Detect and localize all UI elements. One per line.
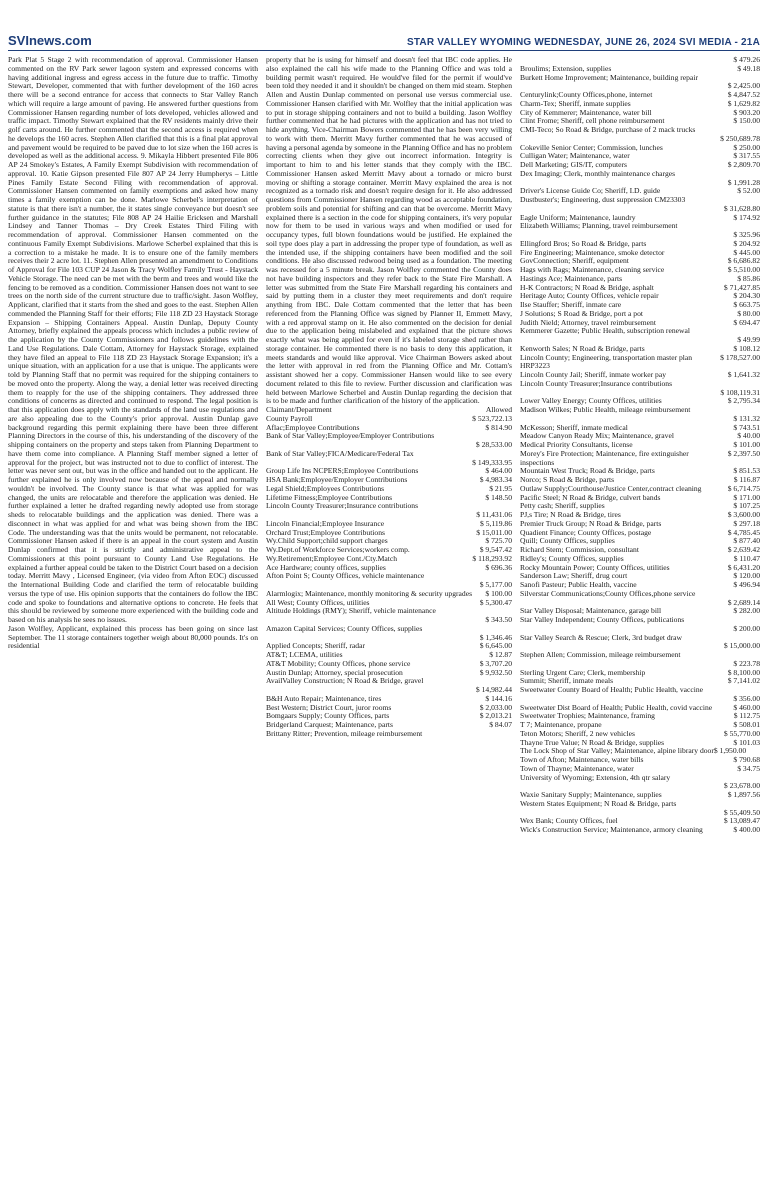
claim-amount: $ 356.00	[733, 693, 760, 703]
claim-amount: $ 6,431.20	[727, 562, 760, 572]
claim-row	[520, 450, 760, 468]
claim-amount: $ 100.00	[485, 588, 512, 598]
claim-amount: $ 200.00	[733, 623, 760, 633]
claim-description: Rocky Mountain Power; County Offices, utilities	[520, 562, 670, 572]
claim-description: Cokeville Senior Center; Commission, lunches	[520, 142, 663, 152]
claim-amount: $ 108.12	[733, 343, 760, 353]
claim-amount: $ 49.18	[737, 63, 760, 73]
claim-description: AT&T Mobility; County Offices, phone service	[266, 658, 411, 668]
claim-amount: $ 14,982.44	[475, 685, 512, 694]
claim-amount: $ 1,346.46	[479, 632, 512, 642]
claim-amount: $ 5,119.86	[480, 518, 512, 528]
claim-row	[266, 625, 512, 634]
claim-amount: $ 282.00	[733, 606, 760, 616]
claim-amount: $ 9,547.42	[479, 545, 512, 554]
claim-description: City of Kemmerer; Maintenance, water bill	[520, 107, 652, 117]
claim-amount: $ 4,983.34	[479, 475, 512, 484]
claim-amount: $ 5,300.47	[479, 597, 512, 607]
claim-amount: $ 250.00	[733, 142, 760, 152]
claim-description: Ace Hardware; county offices, supplies	[266, 562, 386, 572]
claim-amount: $ 2,397.50	[727, 448, 760, 458]
claim-description: Thayne True Value; N Road & Bridge, supplies	[520, 737, 665, 747]
claim-amount: $ 2,689.14	[727, 597, 760, 607]
claim-description: Sanderson Law; Sheriff, drug court	[520, 571, 628, 581]
claim-description: Medical Priority Consultants, license	[520, 440, 633, 449]
claim-description: Quadient Finance; County Offices, postage	[520, 527, 652, 537]
claim-description: Amazon Capital Services; County Offices, supplies	[266, 623, 423, 633]
claim-amount: $ 174.92	[733, 212, 760, 222]
claim-description: Hags with Rags; Maintenance, cleaning service	[520, 265, 665, 274]
claim-row	[520, 222, 760, 231]
claim-amount: $ 523,722.13	[472, 413, 512, 423]
claim-description: Eagle Uniform; Maintenance, laundry	[520, 212, 636, 222]
claim-amount: $ 204.92	[733, 238, 760, 248]
claim-description: Heritage Auto; County Offices, vehicle repair	[520, 291, 659, 301]
claim-description: Teton Motors; Sheriff, 2 new vehicles	[520, 728, 635, 738]
claim-description: Dell Marketing; GIS/IT, computers	[520, 160, 627, 169]
claim-amount: $ 116.87	[733, 475, 760, 484]
claim-amount: $ 4,847.52	[727, 90, 760, 99]
claim-amount: $ 694.47	[733, 317, 760, 327]
claim-description: Broulims; Extension, supplies	[520, 63, 612, 73]
claim-amount: $ 6,714.75	[727, 483, 760, 493]
claim-description: Altitude Holdings (RMY); Sheriff, vehicle maintenance	[266, 606, 436, 616]
claim-amount: $ 34.75	[737, 763, 760, 773]
claims-header-claimant: Claimant/Department	[266, 405, 332, 414]
claim-amount: $ 120.00	[733, 571, 760, 581]
claim-description: Group Life Ins NCPERS;Employee Contributions	[266, 466, 419, 476]
claim-description: Alarmlogix; Maintenance, monthly monitoring & security upgrades	[266, 588, 473, 598]
claim-row	[520, 170, 760, 179]
claim-description: Applied Concepts; Sheriff, radar	[266, 641, 365, 651]
claim-description: Aflac;Employee Contributions	[266, 422, 360, 432]
claim-row	[520, 74, 760, 83]
claim-description: Charm-Tex; Sheriff, inmate supplies	[520, 98, 631, 108]
article-paragraph: Jason Wolfley, Applicant, explained this process has been going on since last September. The 11 storage containers together weigh about 80,000 pounds. It's on residential	[8, 623, 258, 651]
claim-description: J Solutions; S Road & Bridge, port a pot	[520, 308, 643, 318]
claim-amount: $ 9,932.50	[479, 667, 512, 677]
claim-amount: $ 101.00	[733, 440, 760, 449]
claim-description: Meadow Canyon Ready Mix; Maintenance, gravel	[520, 431, 674, 441]
claim-amount: $ 144.16	[485, 693, 512, 703]
claim-description: AvailValley Construction; N Road & Bridge, gravel	[266, 676, 424, 686]
claim-amount: $ 110.47	[733, 553, 760, 563]
claims-list	[266, 415, 512, 739]
claim-description: Sanofi Pasteur; Public Health, vaccine	[520, 580, 637, 589]
claim-row	[266, 502, 512, 511]
claim-amount: $ 108,119.31	[720, 387, 760, 397]
claim-description: T 7; Maintenance, propane	[520, 720, 602, 729]
claim-description: B&H Auto Repair; Maintenance, tires	[266, 693, 382, 703]
claim-description: Mountain West Truck; Road & Bridge, parts	[520, 466, 655, 476]
claim-amount: $ 150.00	[733, 116, 760, 126]
claim-amount: $ 343.50	[485, 615, 512, 624]
claim-amount: $ 21.95	[489, 483, 512, 493]
claim-row	[520, 616, 760, 625]
claim-description: Star Valley Independent; County Offices, publications	[520, 615, 685, 624]
page-header	[8, 30, 760, 48]
claim-description: Lincoln County Treasurer;Insurance contributions	[266, 501, 419, 511]
claim-description: All West; County Offices, utilities	[266, 597, 370, 607]
claim-description: AT&T; LCEMA, utilities	[266, 650, 343, 659]
claim-amount: $ 40.00	[737, 431, 760, 441]
claim-description: Hastings Ace; Maintenance, parts	[520, 273, 623, 283]
claim-description: Kemmerer Gazette; Public Health, subscription renewal	[520, 326, 690, 336]
claim-description: PJ,s Tire; N Road & Bridge, tires	[520, 510, 621, 519]
claim-row	[266, 607, 512, 616]
claim-row	[520, 327, 760, 336]
claim-description: Sterling Urgent Care; Clerk, membership	[520, 667, 646, 677]
claim-amount: $ 460.00	[733, 702, 760, 712]
claim-amount: $ 851.53	[733, 466, 760, 476]
column-2	[266, 56, 512, 1184]
claim-amount: $ 743.51	[733, 422, 760, 432]
claim-description: Orchard Trust;Employee Contributions	[266, 527, 385, 537]
claim-amount: $ 149,333.95	[472, 457, 512, 467]
claim-description: Quill; County Offices, supplies	[520, 536, 615, 546]
claim-amount: $ 148.50	[485, 492, 512, 502]
claim-description: Lincoln Financial;Employee Insurance	[266, 518, 385, 528]
claim-description: Waxie Sanitary Supply; Maintenance, supplies	[520, 790, 662, 799]
claim-amount: $ 2,425.00	[727, 81, 760, 91]
claim-description: Afton Point S; County Offices, vehicle maintenance	[266, 571, 425, 581]
claim-description: Wy.Dept.of Workforce Services;workers comp.	[266, 545, 410, 554]
header-rule	[8, 50, 760, 51]
claim-amount: $ 2,809.70	[727, 160, 760, 169]
claim-amount: $ 2,033.00	[479, 702, 512, 712]
claim-description: Ellingford Bros; So Road & Bridge, parts	[520, 238, 647, 248]
claim-amount: $ 8,100.00	[727, 667, 760, 677]
claim-description: Silverstar Communications;County Offices,phone service	[520, 588, 696, 598]
claim-description: Town of Thayne; Maintenance, water	[520, 763, 634, 773]
claim-amount: $ 1,641.32	[727, 370, 760, 379]
claim-amount: $ 15,011.00	[476, 527, 512, 537]
claim-description: Ilse Stauffer; Sheriff, inmate care	[520, 300, 622, 309]
claim-amount: $ 400.00	[733, 825, 760, 834]
claim-row	[266, 730, 512, 739]
claim-amount: $ 250,689.78	[720, 133, 760, 143]
claim-description: Wick's Construction Service; Maintenance, armory cleaning	[520, 825, 703, 834]
claim-description: Dustbuster's; Engineering, dust suppression CM23303	[520, 195, 686, 204]
claim-description: Morey's Fire Protection; Maintenance, fire extinguisher inspections	[520, 448, 689, 467]
running-head: STAR VALLEY WYOMING WEDNESDAY, JUNE 26, 2024 SVI MEDIA - 21A	[406, 37, 760, 48]
claim-amount: $ 479.26	[733, 56, 760, 64]
claim-amount: $ 31,628.80	[723, 203, 760, 213]
claim-amount: $ 55,770.00	[723, 728, 760, 738]
claim-amount: $ 317.55	[733, 151, 760, 161]
claim-description: Premier Truck Group; N Road & Bridge, parts	[520, 518, 662, 528]
claim-amount: $ 131.32	[733, 413, 760, 423]
claim-amount: $ 11,431.06	[476, 510, 512, 519]
claim-description: Judith Nield; Attorney, travel reimbursement	[520, 317, 656, 327]
claim-amount: $ 5,510.00	[727, 265, 760, 274]
claim-amount: $ 7,141.02	[727, 676, 760, 686]
claim-amount: $ 23,678.00	[723, 781, 760, 791]
claim-amount: $ 101.03	[733, 737, 760, 747]
claim-amount: $ 178,527.00	[720, 352, 760, 362]
claim-description: Pacific Steel; N Road & Bridge, culvert bands	[520, 492, 661, 502]
claim-row	[520, 590, 760, 599]
claim-description: Burkett Home Improvement; Maintenance, building repair	[520, 72, 698, 82]
claim-description: Star Valley Disposal; Maintenance, garage bill	[520, 606, 662, 616]
claim-description: Madison Wilkes; Public Health, mileage reimbursement	[520, 405, 691, 414]
claim-amount: $ 84.07	[489, 720, 512, 729]
claim-description: Driver's License Guide Co; Sheriff, I.D. guide	[520, 186, 661, 196]
claim-description: Ridley's; County Offices, supplies	[520, 553, 624, 563]
claim-description: Western States Equipment; N Road & Bridge, parts	[520, 798, 677, 808]
claim-amount: $ 118,293.92	[472, 553, 512, 563]
claim-description: The Lock Shop of Star Valley; Maintenance, alpine library door$ 1,950.00	[520, 746, 747, 756]
claim-row	[520, 651, 760, 660]
claim-amount: $ 12.87	[489, 650, 512, 659]
claim-description: Fire Engineering; Maintenance, smoke detector	[520, 247, 665, 257]
claim-amount: $ 13,089.47	[723, 816, 760, 826]
claim-description: Outlaw Supply;Courthouse/Justice Center,contract cleaning	[520, 483, 702, 493]
claim-amount: $ 1,897.56	[727, 790, 760, 799]
claim-amount: $ 204.30	[733, 291, 760, 301]
claim-row	[520, 354, 760, 372]
claim-description: McKesson; Sheriff, inmate medical	[520, 422, 628, 432]
claim-amount: $ 6,686.82	[727, 256, 760, 266]
claim-amount: $ 297.18	[733, 518, 760, 528]
claim-description: Austin Dunlap; Attorney, special prosecution	[266, 667, 403, 677]
claim-amount: $ 663.75	[733, 300, 760, 309]
column-3	[520, 56, 760, 1184]
claim-description: Petty cash; Sheriff, supplies	[520, 501, 605, 511]
claim-description: Sweetwater County Board of Health; Public Health, vaccine	[520, 685, 704, 694]
claim-amount: $ 55,409.50	[723, 807, 760, 817]
claim-amount: $ 52.00	[737, 186, 760, 196]
claim-amount: $ 496.94	[733, 580, 760, 589]
claim-amount: $ 814.90	[485, 422, 512, 432]
claim-description: Dex Imaging; Clerk, monthly maintenance charges	[520, 168, 676, 178]
claim-amount: $ 1,629.82	[727, 98, 760, 108]
article-paragraph: property that he is using for himself and doesn't feel that IBC code applies. He also explained the call his wife made to the Planning Office and was told a building permit wasn't required. He would've filed for the permit if would've been told they needed it and it shouldn't be changed on them mid steam. Stephen Allen and Austin Dunlap commented on personal use versus commercial use. Commissioner Hansen clarified with Mr. Wolfley that the initial application was to put in storage shipping containers and not to build a building. Jason Wolfley further commented that he had pictures with the application and has not tried to hide anything. Vice-Chairman Bowers commented that he has been very willing to work with them. Merritt Mavy further commented that he was accused of having a personal agenda by someone in the Planning Office and has no problem correcting clients when they give out incorrect information. Integrity is important to him to and his letter stands that they comply with the IBC. Commissioner Hansen asked Merritt Mavy about a tornado or micro burst moving or shifting a storage container. Merritt Mavy explained the area is not recognized as a tornado risk and doesn't require design for it. He also addressed questions from Commissioner Hansen regarding wood as acceptable foundation, problem soils and potential for shifting and can that be overcome. Merritt Mavy explained there is a section in the code for shipping containers, it's very popular now for them to be used in various ways and when modified or used for occupancy types, full blown foundations would be justified. He explained the soil type does play a part in addressing the proper type of foundation, as well as the intended use, if the shipping containers have been modified and the soil conditions. He also discussed redwood being used as a foundation. The meeting was recessed for a 5 minute break. Jason Wolfley commented the County does not have building inspectors and they refer back to the State Fire Marshall. A letter was submitted from the State Fire Marshall regarding his containers and said by putting them in a cluster they meet requirements and don't require anything from IBC. Dale Cottam commented that the letter that has been referenced from the Planning Office was signed by Planner II, Emmett Mavy, with a red approval stamp on it. He also commented on the decision for denial due to the application being mislabeled and explained that the picture shows exactly what was being applied for even if it's labeled storage shed rather than storage container. He commented there is no basis to deny this application, it meets standards and would like approval. Vice Chairman Bowers asked about the letter with approval in red from the Planning Office and Mr. Cottam's assistant showed her a copy. Commissioner Hansen would like to see every document related to this file to review. Further discussion and clarification was held between Marlowe Scherbel and Austin Dunlap regarding the decision that is to be made and further clarification of the history of the application.	[266, 56, 512, 406]
claim-description: Stephen Allen; Commission, mileage reimbursement	[520, 650, 681, 659]
claim-description: Bank of Star Valley;Employee/Employer Contributions	[266, 431, 435, 441]
claim-amount: $ 223.78	[733, 658, 760, 668]
claim-amount: $ 1,991.28	[727, 177, 760, 187]
claim-amount: $ 790.68	[733, 755, 760, 764]
claim-amount: $ 71,427.85	[723, 282, 760, 292]
claim-row	[520, 406, 760, 415]
column-1	[8, 56, 258, 1184]
claim-description: Kenworth Sales; N Road & Bridge, parts	[520, 343, 645, 353]
claim-description: County Payroll	[266, 413, 313, 423]
claim-description: Brittany Ritter; Prevention, mileage reimbursement	[266, 728, 423, 738]
claim-description: HSA Bank;Employee/Employer Contributions	[266, 475, 408, 484]
claim-amount: $ 85.86	[737, 273, 760, 283]
claim-amount: $ 15,000.00	[723, 641, 760, 651]
claim-description: Bank of Star Valley;FICA/Medicare/Federal Tax	[266, 448, 414, 458]
claim-description: GovConnection; Sheriff, equipment	[520, 256, 629, 266]
claim-description: Legal Shield;Employees Contributions	[266, 483, 385, 493]
claim-description: Sweetwater Trophies; Maintenance, framing	[520, 711, 655, 721]
claim-amount: $ 2,013.21	[479, 711, 512, 721]
claim-description: Lincoln County Treasurer;Insurance contributions	[520, 378, 673, 388]
claim-description: Wy.Retirement;Employee Cont./Cty.Match	[266, 553, 397, 563]
claim-amount: $ 696.36	[485, 562, 512, 572]
claim-amount: $ 6,645.00	[479, 641, 512, 651]
claim-amount: $ 325.96	[733, 230, 760, 239]
claim-description: Lincoln County; Engineering, transportation master plan HRP3223	[520, 352, 693, 371]
claim-amount: $ 5,177.00	[479, 580, 512, 589]
claim-description: Norco; S Road & Bridge, parts	[520, 475, 615, 484]
claim-description: Best Western; District Court, juror rooms	[266, 702, 392, 712]
claim-amount: $ 107.25	[733, 501, 760, 511]
claim-description: Lower Valley Energy; County Offices, utilities	[520, 396, 662, 406]
claim-description: H-K Contractors; N Road & Bridge, asphalt	[520, 282, 654, 292]
claim-description: Summit; Sheriff, inmate meals	[520, 676, 614, 686]
claim-amount: $ 3,600.00	[727, 510, 760, 519]
claim-description: CMI-Teco; So Road & Bridge, purchase of 2 mack trucks	[520, 125, 696, 134]
claim-description: Bomgaars Supply; County Offices, parts	[266, 711, 390, 721]
claim-description: Wex Bank; County Offices, fuel	[520, 816, 618, 826]
claim-description: Town of Afton; Maintenance, water bills	[520, 755, 644, 764]
claim-amount: $ 80.00	[737, 308, 760, 318]
claim-amount: $ 508.01	[733, 720, 760, 729]
article-paragraph: Park Plat 5 Stage 2 with recommendation of approval. Commissioner Hansen commented on the RV Park sewer lagoon system and expressed concerns with having additional ingress and egress access in the future due to traffic. Timothy Stewart, Developer, commented that with further development of the 160 acres there will be a second entrance for access that connects to Star Valley Ranch which will require a large amount of paving. He answered further questions from Commissioner Hansen regarding number of lots developed, vehicles allowed and traffic impact. Timothy Stewart explained that the RV residents mainly drive their golf carts around. He further commented that the second access is required when he develops the 160 acres. Stephen Allen clarified that this is a final plat approval and pavement would be required to be paved due to lot size when the 160 acres is developed as well as the additional access. 9. Mikayla Hibbert presented File 806 AP 24 Smokey's Estates, A Family Exempt Subdivision with recommendation of approval. 10. Katie Gipson presented File 807 AP 24 Jerry Humpherys – Little Pines Family Estate Second Filing with recommendation of approval. Commissioner Hansen commented on family exemptions and asked how many times a family exemption can be done. Marlowe Scherbel's interpretation of statute is that there isn't a number, the it states single conveyance but doesn't see further guidance in the statutes; File 808 AP 24 Hailie Ericksen and Marshall Lindsey and Tanner Thomas – Dry Creek Estates Third Filing with recommendation of approval. Commissioner Hansen commented on the continuous Family Exempt Subdivisions. Marlowe Scherbel explained that this is a correction to a mistake he made. It is to ensure one of the family members receives their 2 acre lot. 11. Stephen Allen presented an amendment to Conditions of Approval for File 103 CUP 24 Jason & Tracy Wolfley Family Trust - Haystack Vehicle Storage. The need can be met with the berm and trees and would like the fencing to be removed as a condition. Commissioner Hansen does not want to see trees on the north side of the current structure due to traffic/sight. Jason Wolfley, Applicant, clarified that it starts from the shed and goes to the east. Stephen Allen commended the Planning Staff for their efforts; File 118 ZD 23 Haystack Storage Expansion – Shipping Containers Appeal. Austin Dunlap, Deputy County Attorney, briefly explained the appeals process which includes a public review of the application by the County Commissioners and follows guidelines with the Land Use Regulations. Dale Cottam, Attorney for Haystack Storage, explained they have filed an appeal to File 118 ZD 23 Haystack Storage Expansion; it's a unique situation, with an application for a use that is unique. The applicants were told by Planning Staff that no permit was required for the shipping containers to be moved onto the property. Along the way, a denial letter was received directing them to reapply for the use of the shipping containers. They addressed three conditions of concerns as directed and continued to respond. The legal position is that this application does apply with the standards of the land use regulations and are also appealing due to the County's prior approval. Austin Dunlap gave background regarding this permit explaining there have been three different Planning Directors in the course of this, his understanding of the discovery of the shipping containers on the property and steps taken from Planning Department to have them come into compliance. A Planning Staff member signed a letter of approval for the project, but was instructed not to due to conflict of interest. The letter was never sent out, but was in the office and handed out to the applicant. He further explained he is only involved now because of the appeal and normally wouldn't be involved. The County stance is that what was applied for was changed, the units are relocatable and therefore the application was denied. He further explained a letter he drafted regarding newly adopted use from storage sheds to relocatable buildings and the application was denied. There was a disconnect in what was applied for and what was being shown from the IBC Code. The understanding was that the units would be permanent, not relocatable. Commissioner Hansen asked if there is an appeal in the court system and Austin Dunlap confirmed that it is strictly and administrative appeal to the Commissioners at this point pursuant to County Land Use Regulations. He explained a further appeal could be taken to the District Court based on a decision today. Merritt Mavy , Licensed Engineer, (via video from Afton EOC) discussed the International Building Code and clarified the term of relocatable building versus the type of use. His opinion supports that the containers do follow the IBC code and spoke to foundations and alternative options to concrete. He feels that this should be reviewed by someone more experienced with the building code and based on his analysis he sees no issues.	[8, 56, 258, 624]
claim-description: Lifetime Fitness;Employee Contributions	[266, 492, 393, 502]
claim-amount: $ 464.00	[485, 466, 512, 476]
claim-row	[520, 826, 760, 835]
claim-amount: $ 725.70	[485, 536, 512, 546]
claim-amount: $ 903.20	[733, 107, 760, 117]
claim-description: Bridgerland Carquest; Maintenance, parts	[266, 720, 393, 729]
claim-row	[520, 686, 760, 695]
claim-description: Culligan Water; Maintenance, water	[520, 151, 630, 161]
claim-description: Lincoln County Jail; Sheriff, inmate worker pay	[520, 370, 667, 379]
claim-description: University of Wyoming; Extension, 4th qtr salary	[520, 772, 671, 782]
claim-description: Clint Frome; Sheriff, cell phone reimbursement	[520, 116, 665, 126]
claims-list	[520, 56, 760, 835]
claim-description: Wy.Child Support;child support charges	[266, 536, 388, 546]
claim-amount: $ 3,707.20	[479, 658, 512, 668]
claim-description: Richard Stem; Commission, consultant	[520, 545, 639, 554]
claim-amount: $ 112.75	[733, 711, 760, 721]
claim-amount: $ 171.00	[733, 492, 760, 502]
claim-amount: $ 4,785.45	[727, 527, 760, 537]
claim-description: Elizabeth Williams; Planning, travel reimbursement	[520, 221, 678, 231]
claim-description: Sweetwater Dist Board of Health; Public Health, covid vaccine	[520, 702, 713, 712]
claim-amount: $ 2,639.42	[727, 545, 760, 554]
claim-amount: $ 28,533.00	[475, 440, 512, 449]
claim-amount: $ 877.40	[733, 536, 760, 546]
site-name: SVInews.com	[8, 33, 92, 48]
claim-amount: $ 2,795.34	[727, 396, 760, 406]
claim-amount: $ 49.99	[737, 335, 760, 344]
claim-amount: $ 445.00	[733, 247, 760, 257]
claim-description: Centurylink;County Offices,phone, internet	[520, 90, 653, 99]
claim-row	[266, 572, 512, 581]
claims-header-allowed: Allowed	[485, 405, 512, 414]
claim-description: Star Valley Search & Rescue; Clerk, 3rd budget draw	[520, 632, 683, 642]
